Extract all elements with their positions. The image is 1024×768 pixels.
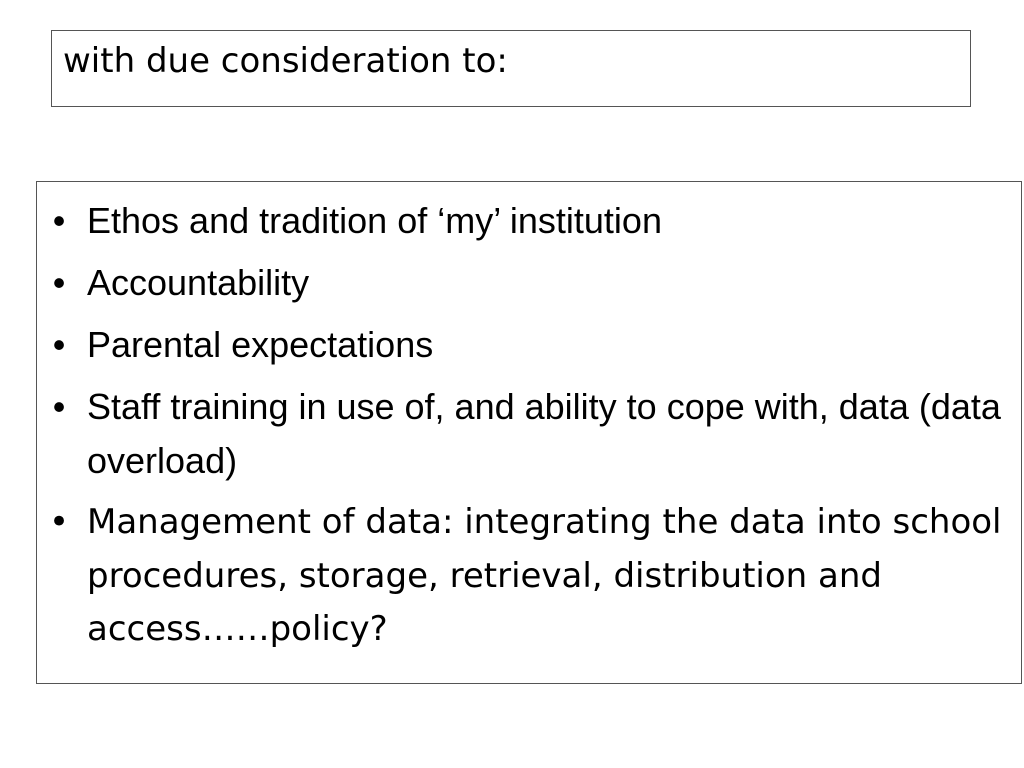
bullet-icon: • (52, 324, 66, 365)
bullet-icon: • (52, 386, 66, 427)
bullet-text: Parental expectations (87, 324, 434, 365)
bullet-text: Ethos and tradition of ‘my’ institution (87, 200, 662, 241)
bullet-text: Management of data: integrating the data into school procedures, storage, retrieval, distribution and access……policy? (87, 502, 1002, 650)
bullet-icon: • (52, 262, 66, 303)
bullet-list (47, 194, 1007, 665)
heading-box (51, 30, 971, 107)
bullet-item-ethos (47, 194, 1007, 248)
bullet-text: Accountability (87, 262, 310, 303)
heading-text: with due consideration to: (63, 41, 508, 81)
bullet-item-staff-training (47, 380, 1007, 488)
content-box (36, 181, 1022, 684)
bullet-item-parental-expectations (47, 318, 1007, 372)
bullet-text: Staff training in use of, and ability to cope with, data (data overload) (87, 386, 1001, 481)
bullet-icon: • (52, 200, 66, 241)
bullet-item-accountability (47, 256, 1007, 310)
bullet-item-data-management (47, 496, 1007, 657)
bullet-icon: • (48, 502, 70, 542)
